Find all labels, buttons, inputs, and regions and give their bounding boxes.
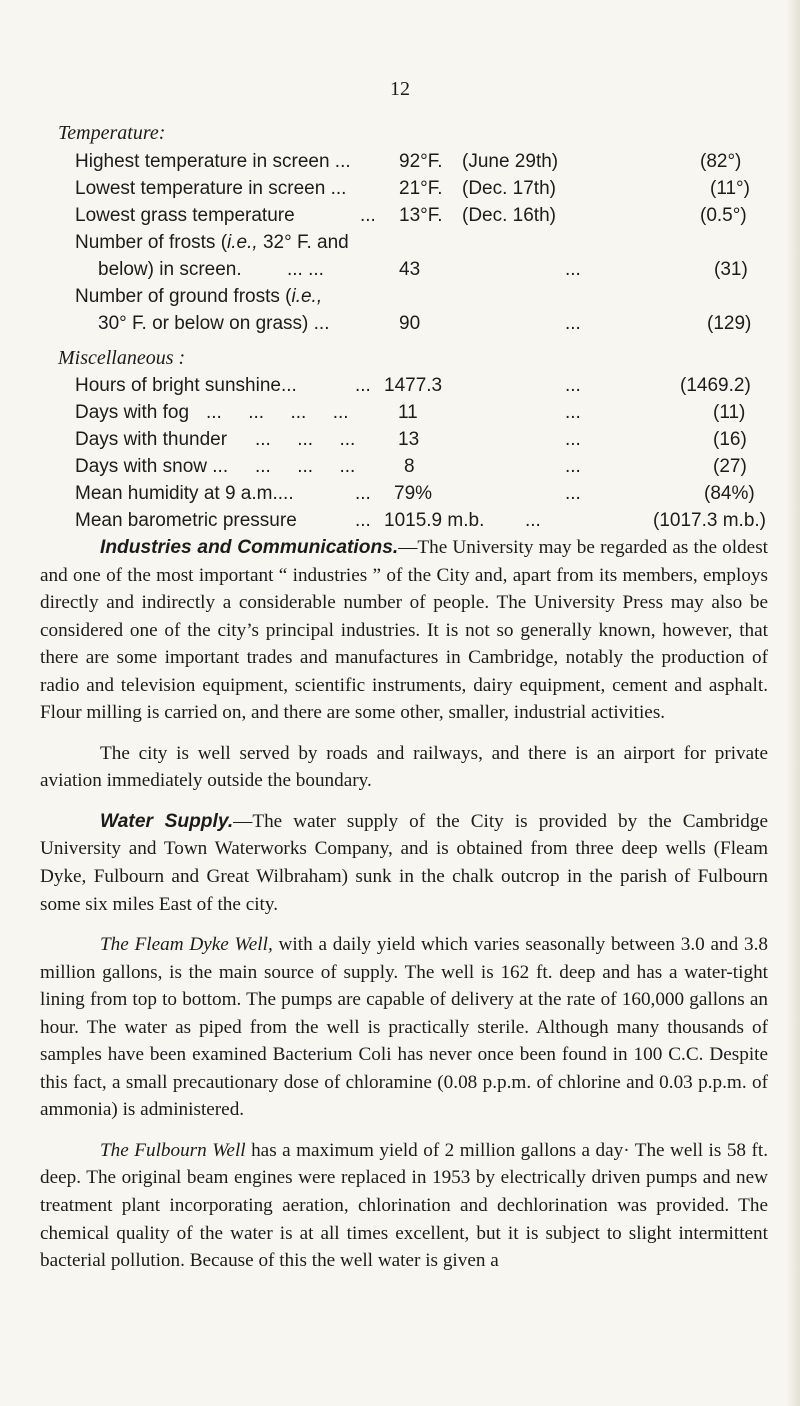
table-row <box>0 480 800 507</box>
row-note: ... <box>565 483 581 504</box>
water-text: —The water supply of the City is provided by the Cambridge University and Town Waterworks Company, and is obtained from three deep wells (Fleam Dyke, Fulbourn and Great Wilbraham) sunk in the chalk outcrop in the parish of Fulbourn some six miles East of the city. <box>40 810 769 915</box>
row-label: Days with snow ... <box>75 456 229 477</box>
row-label: Lowest temperature in screen ... <box>75 178 347 199</box>
row-previous: (1469.2) <box>680 375 751 396</box>
table-row <box>0 175 800 202</box>
table-row <box>0 453 800 480</box>
row-note: ... <box>525 510 541 531</box>
temperature-heading: Temperature: <box>58 122 166 144</box>
row-dots: ... ... ... <box>255 429 356 450</box>
row-value: 43 <box>399 259 421 280</box>
row-previous: (27) <box>713 456 747 477</box>
water-heading: Water Supply. <box>100 810 234 832</box>
row-previous: (82°) <box>700 151 742 172</box>
table-row <box>0 283 800 310</box>
miscellaneous-heading: Miscellaneous : <box>58 347 186 369</box>
row-label-part: Number of ground frosts ( <box>75 286 292 307</box>
row-value: 11 <box>398 402 418 423</box>
row-note: (Dec. 17th) <box>462 178 556 199</box>
fleam-paragraph <box>40 931 768 1124</box>
row-note: ... <box>565 313 581 334</box>
row-dots: ... ... <box>287 259 324 280</box>
row-value: 90 <box>399 313 421 334</box>
row-value: 13°F. <box>399 205 443 226</box>
row-note: ... <box>565 402 581 423</box>
row-value: 13 <box>398 429 420 450</box>
row-note: ... <box>565 456 581 477</box>
page-number: 12 <box>390 78 410 100</box>
row-value: 1015.9 m.b. <box>384 510 485 531</box>
row-value: 8 <box>404 456 415 477</box>
transport-paragraph <box>40 740 768 795</box>
row-previous: (11°) <box>710 178 750 199</box>
fulbourn-text: has a maximum yield of 2 million gallons a day· The well is 58 ft. deep. The original beam engines were replaced in 1953 by electrically driven pumps and new treatment plant incorporating aeration, chlorination and dechlorination was provided. The chemical quality of the water is at all times excellent, but it is subject to slight intermittent bacterial pollution. Because of this the well water is given a <box>40 1139 768 1272</box>
row-label: 30° F. or below on grass) ... <box>98 313 330 334</box>
row-label: Mean barometric pressure <box>75 510 297 531</box>
row-previous: (1017.3 m.b.) <box>653 510 766 531</box>
row-dots: ... ... ... <box>255 456 356 477</box>
row-label: Days with fog <box>75 402 190 423</box>
table-row <box>0 202 800 229</box>
row-label <box>75 283 322 310</box>
row-previous: (129) <box>707 313 752 334</box>
row-label-part: 32° F. and <box>257 232 349 253</box>
row-value: 1477.3 <box>384 375 443 396</box>
row-label-part: Number of frosts ( <box>75 232 228 253</box>
fulbourn-paragraph <box>40 1137 768 1275</box>
row-dots: ... <box>355 375 371 396</box>
row-previous: (16) <box>713 429 747 450</box>
row-value: 79% <box>394 483 433 504</box>
row-previous: (84%) <box>704 483 755 504</box>
fulbourn-title: The Fulbourn Well <box>100 1139 246 1161</box>
fleam-text: with a daily yield which varies seasonally between 3.0 and 3.8 million gallons, is the main source of supply. The well is 162 ft. deep and has a water-tight lining from top to bottom. The pumps are capable of delivery at the rate of 160,000 gallons an hour. The water as piped from the well is practically sterile. Although many thousands of samples have been examined Bacterium Coli has never once been found in 100 C.C. Despite this fact, a small precautionary dose of chloramine (0.08 p.p.m. of chlorine and 0.03 p.p.m. of ammonia) is administered. <box>40 934 768 1121</box>
row-label: Lowest grass temperature <box>75 205 295 226</box>
row-label: Highest temperature in screen ... <box>75 151 351 172</box>
fleam-title: The Fleam Dyke Well, <box>100 934 273 956</box>
row-previous: (11) <box>713 402 746 423</box>
industries-heading: Industries and Communications. <box>100 537 399 558</box>
table-row <box>0 426 800 453</box>
row-dots: ... <box>355 510 371 531</box>
table-row <box>0 372 800 399</box>
body-text <box>40 534 768 1288</box>
row-previous: (31) <box>714 259 748 280</box>
table-row <box>0 507 800 534</box>
row-label: Mean humidity at 9 a.m.... <box>75 483 294 504</box>
transport-text: The city is well served by roads and railways, and there is an airport for private aviation immediately outside the boundary. <box>40 742 768 792</box>
row-previous: (0.5°) <box>700 205 747 226</box>
row-label: Hours of bright sunshine... <box>75 375 297 396</box>
row-label: below) in screen. <box>98 259 242 280</box>
row-label-part: i.e., <box>227 232 258 253</box>
table-row <box>0 256 800 283</box>
row-note: ... <box>565 429 581 450</box>
row-dots: ... <box>355 483 371 504</box>
row-note: (June 29th) <box>462 151 559 172</box>
table-row <box>0 310 800 337</box>
row-label-part: i.e., <box>291 286 323 307</box>
row-note: ... <box>565 375 581 396</box>
row-value: 21°F. <box>399 178 443 199</box>
industries-paragraph <box>40 534 768 727</box>
table-row <box>0 148 800 175</box>
table-row <box>0 229 800 256</box>
row-note: ... <box>565 259 581 280</box>
row-dots: ... ... ... ... <box>206 402 349 423</box>
industries-text: —The University may be regarded as the oldest and one of the most important “ industries ” of the City and, apart from its members, employs directly and indirectly a considerable number of people. The University Press may also be considered one of the city’s principal industries. It is not so generally known, however, that there are some important trades and manufactures in Cambridge, notably the production of radio and television equipment, scientific instruments, dairy equipment, cement and asphalt. Flour milling is carried on, and there are some other, smaller, industrial activities. <box>40 537 768 724</box>
row-label <box>75 229 349 256</box>
table-row <box>0 399 800 426</box>
row-label: Days with thunder <box>75 429 228 450</box>
row-value: 92°F. <box>399 151 443 172</box>
row-note: (Dec. 16th) <box>462 205 556 226</box>
row-dots: ... <box>360 205 376 226</box>
water-paragraph <box>40 808 768 918</box>
